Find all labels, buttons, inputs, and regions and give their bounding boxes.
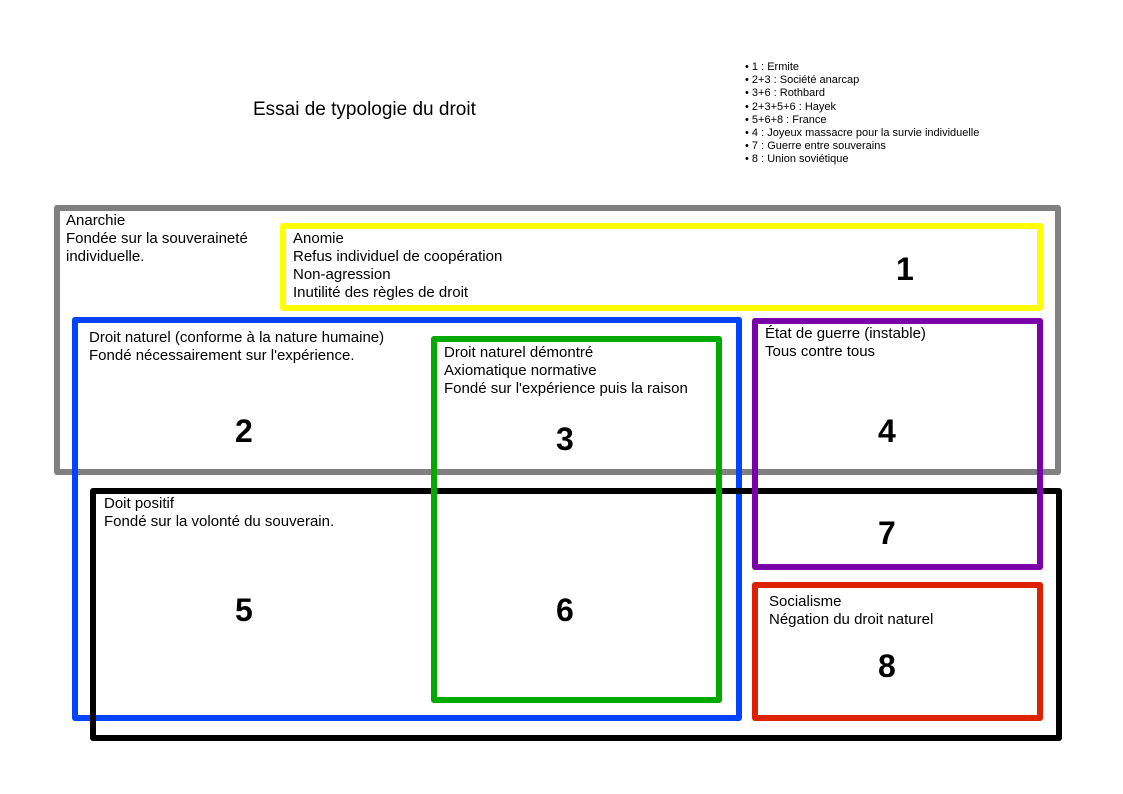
text-line: Fondée sur la souveraineté [66,230,248,247]
zone-number-4: 4 [878,413,896,449]
legend-item: • 1 : Ermite [745,61,979,74]
zone-number-8: 8 [878,648,896,684]
legend-item: • 2+3 : Société anarcap [745,74,979,87]
text-line: Socialisme [769,593,842,610]
zone-number-1: 1 [896,251,914,287]
text-line: Non-agression [293,266,391,283]
diagram-title: Essai de typologie du droit [253,99,476,120]
text-line: Inutilité des règles de droit [293,284,469,301]
zone-number-5: 5 [235,592,253,628]
text-line: Droit naturel (conforme à la nature humaine) [89,329,385,346]
zone-number-2: 2 [235,413,253,449]
zone-number-7: 7 [878,515,896,551]
zone-number-6: 6 [556,592,574,628]
text-line: Fondé nécessairement sur l'expérience. [89,347,355,364]
text-line: Fondé sur la volonté du souverain. [104,513,335,530]
positif-text [104,495,334,531]
text-line: État de guerre (instable) [765,325,926,342]
socialisme-text [769,593,933,629]
text-line: Doit positif [104,495,175,512]
legend-item: • 8 : Union soviétique [745,153,979,166]
anomie-text [293,230,502,302]
legend-item: • 5+6+8 : France [745,114,979,127]
text-line: Anomie [293,230,344,247]
demontre-text [444,344,688,398]
text-line: Tous contre tous [765,343,876,360]
droit-naturel-text [89,329,384,365]
text-line: Refus individuel de coopération [293,248,503,265]
text-line: individuelle. [66,248,145,265]
legend-item: • 7 : Guerre entre souverains [745,140,979,153]
text-line: Axiomatique normative [444,362,597,379]
legend-item: • 2+3+5+6 : Hayek [745,101,979,114]
text-line: Fondé sur l'expérience puis la raison [444,380,688,397]
text-line: Négation du droit naturel [769,611,934,628]
anarchie-text [66,212,248,266]
legend-item: • 3+6 : Rothbard [745,87,979,100]
guerre-text [765,325,926,361]
text-line: Droit naturel démontré [444,344,594,361]
text-line: Anarchie [66,212,126,229]
zone-number-3: 3 [556,421,574,457]
legend-list [745,61,979,167]
legend-item: • 4 : Joyeux massacre pour la survie individuelle [745,127,979,140]
